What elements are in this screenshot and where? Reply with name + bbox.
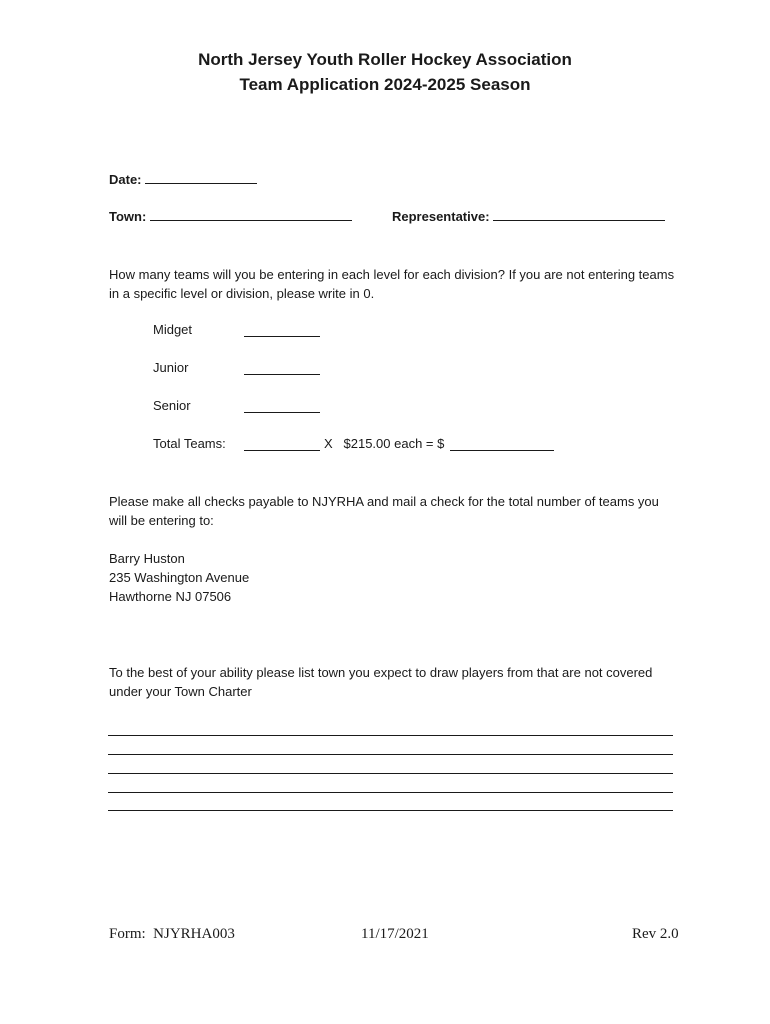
towns-answer-line[interactable]: [108, 773, 673, 774]
representative-blank[interactable]: [493, 208, 665, 221]
level-senior-label: Senior: [153, 398, 191, 413]
towns-answer-line[interactable]: [108, 735, 673, 736]
towns-answer-line[interactable]: [108, 754, 673, 755]
towns-prompt: To the best of your ability please list town you expect to draw players from that are not covered under your Town Charter: [109, 665, 653, 699]
town-field: [109, 208, 352, 224]
towns-answer-line[interactable]: [108, 792, 673, 793]
date-field: [109, 171, 257, 187]
total-teams-blank[interactable]: [244, 438, 320, 451]
page-subtitle: Team Application 2024-2025 Season: [239, 75, 531, 94]
level-junior-label: Junior: [153, 360, 189, 375]
total-teams-label: Total Teams:: [153, 436, 226, 451]
level-senior-blank[interactable]: [244, 400, 320, 413]
date-label: Date:: [109, 172, 142, 187]
representative-label: Representative:: [392, 209, 490, 224]
mailing-address: [109, 549, 249, 606]
fee-multiplier-text: X $215.00 each = $: [324, 436, 445, 451]
towns-answer-line[interactable]: [108, 810, 673, 811]
level-midget-label: Midget: [153, 322, 193, 337]
town-label: Town:: [109, 209, 147, 224]
footer-form-number: Form: NJYRHA003: [109, 926, 235, 942]
footer-revision: Rev 2.0: [632, 926, 679, 942]
payment-instructions: Please make all checks payable to NJYRHA and mail a check for the total number of teams you will be entering to:: [109, 494, 659, 528]
total-amount-blank[interactable]: [450, 438, 554, 451]
address-line: Hawthorne NJ 07506: [109, 589, 232, 604]
town-blank[interactable]: [150, 208, 352, 221]
representative-field: [392, 208, 665, 224]
teams-question: How many teams will you be entering in each level for each division? If you are not entering teams in a specific level or division, please write in 0.: [109, 267, 675, 301]
address-line: 235 Washington Avenue: [109, 570, 250, 585]
footer-date: 11/17/2021: [361, 926, 429, 942]
level-midget-blank[interactable]: [244, 324, 320, 337]
level-junior-blank[interactable]: [244, 362, 320, 375]
page-title: North Jersey Youth Roller Hockey Association: [198, 50, 572, 69]
address-line: Barry Huston: [109, 551, 185, 566]
date-blank[interactable]: [145, 171, 257, 184]
